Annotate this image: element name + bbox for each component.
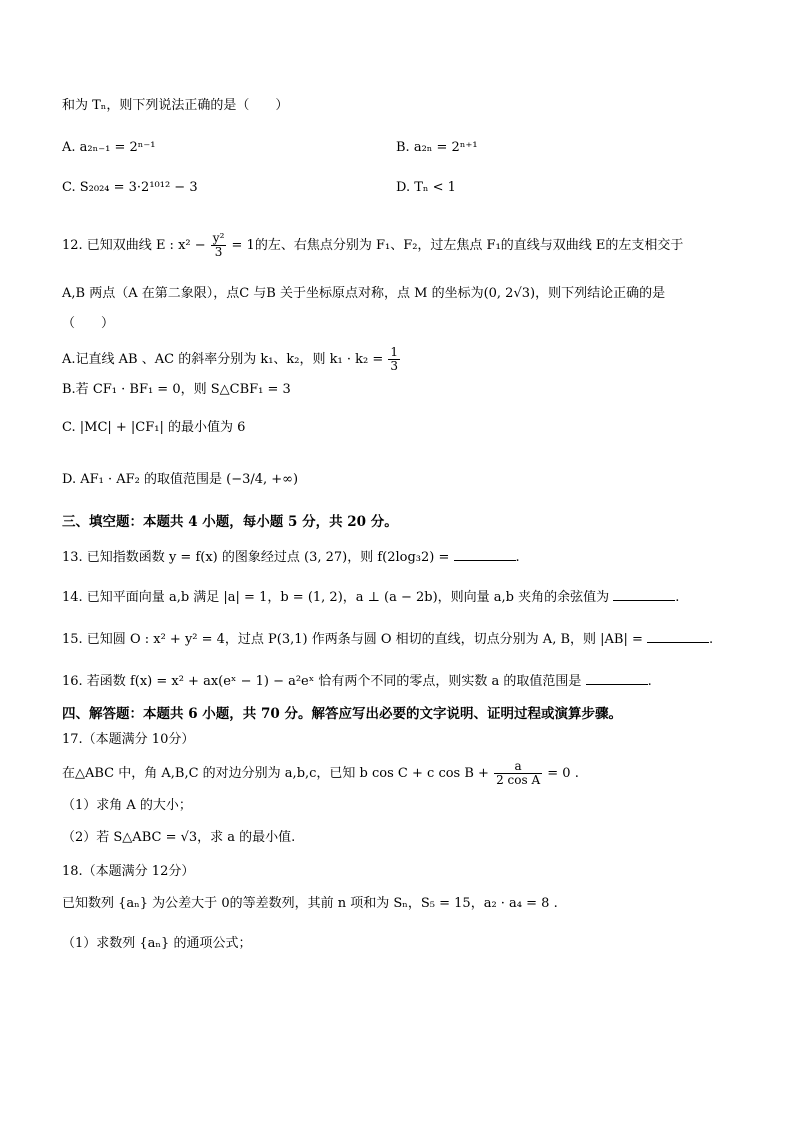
q12-stem-part1: 12. 已知双曲线 E : x² − (62, 238, 206, 253)
q14-answer-blank[interactable] (613, 588, 675, 601)
q17-part1: （1）求角 A 的大小； (62, 798, 192, 813)
q12-option-c: C. |MC| + |CF₁| 的最小值为 6 (62, 420, 246, 435)
q15 (62, 630, 713, 650)
q16-text: 16. 若函数 f(x) = x² + ax(eˣ − 1) − a²eˣ 恰有两个不同的零点，则实数 a 的取值范围是 (62, 674, 582, 689)
q12-stem-line1 (62, 232, 683, 259)
q12-option-a-fraction (388, 346, 400, 373)
q12-option-a (62, 346, 401, 373)
q16-answer-blank[interactable] (586, 672, 648, 685)
q13-answer-blank[interactable] (454, 548, 516, 561)
q11-option-a: A. a₂ₙ₋₁ = 2ⁿ⁻¹ (62, 140, 156, 155)
q12-stem-part2: = 1的左、右焦点分别为 F₁、F₂，过左焦点 F₁的直线与双曲线 E的左支相交于 (231, 238, 684, 253)
q11-stem-tail: 和为 Tₙ，则下列说法正确的是（ ） (62, 98, 289, 113)
q14 (62, 588, 679, 608)
section4-heading: 四、解答题：本题共 6 小题，共 70 分。解答应写出必要的文字说明、证明过程或演算步骤。 (62, 706, 622, 722)
q18-score: 18.（本题满分 12分） (62, 864, 195, 879)
q17-fraction-numerator: a (494, 760, 542, 774)
q14-text: 14. 已知平面向量 a,b 满足 |a| = 1，b = (1, 2)，a ⊥ (a − 2b)，则向量 a,b 夹角的余弦值为 (62, 590, 610, 605)
q17-stem-part2: = 0 . (547, 766, 579, 781)
q11-option-c: C. S₂₀₂₄ = 3·2¹⁰¹² − 3 (62, 180, 198, 195)
q12-fraction (211, 232, 227, 259)
q12-option-d: D. AF₁ · AF₂ 的取值范围是 (−3/4, +∞) (62, 472, 299, 487)
q18-stem: 已知数列 {aₙ} 为公差大于 0的等差数列，其前 n 项和为 Sₙ，S₅ = 15，a₂ · a₄ = 8 . (62, 896, 558, 911)
q12-fraction-denominator: 3 (214, 245, 223, 259)
q12-option-a-denominator: 3 (390, 359, 399, 373)
section3-heading: 三、填空题：本题共 4 小题，每小题 5 分，共 20 分。 (62, 514, 398, 530)
q12-fraction-numerator: y² (212, 231, 225, 245)
q12-option-a-numerator: 1 (390, 345, 399, 359)
q17-fraction (494, 760, 542, 787)
q15-period: . (709, 632, 714, 647)
q13-period: . (515, 550, 520, 565)
q11-option-d: D. Tₙ < 1 (396, 180, 456, 195)
q13 (62, 548, 520, 568)
q17-part2: （2）若 S△ABC = √3，求 a 的最小值. (62, 830, 296, 845)
q13-text: 13. 已知指数函数 y = f(x) 的图象经过点 (3, 27)，则 f(2log₃2) = (62, 550, 450, 565)
q12-option-a-text: A.记直线 AB 、AC 的斜率分别为 k₁、k₂，则 k₁ · k₂ = (62, 352, 384, 367)
q17-fraction-denominator: 2 cos A (496, 773, 541, 787)
q11-option-b: B. a₂ₙ = 2ⁿ⁺¹ (396, 140, 478, 155)
q14-period: . (675, 590, 680, 605)
q17-stem (62, 760, 579, 787)
q15-answer-blank[interactable] (647, 630, 709, 643)
q17-stem-part1: 在△ABC 中，角 A,B,C 的对边分别为 a,b,c，已知 b cos C + c cos B + (62, 766, 489, 781)
q12-option-b: B.若 CF₁ · BF₁ = 0，则 S△CBF₁ = 3 (62, 382, 291, 397)
q16-period: . (647, 674, 652, 689)
q12-answer-paren: （ ） (62, 316, 115, 331)
q15-text: 15. 已知圆 O : x² + y² = 4，过点 P(3,1) 作两条与圆 O 相切的直线，切点分别为 A, B，则 |AB| = (62, 632, 643, 647)
q16 (62, 672, 652, 692)
q12-stem-line2: A,B 两点（A 在第二象限），点C 与B 关于坐标原点对称，点 M 的坐标为(0, 2√3)，则下列结论正确的是 (62, 286, 666, 301)
q18-part1: （1）求数列 {aₙ} 的通项公式； (62, 936, 252, 951)
q17-score: 17.（本题满分 10分） (62, 732, 195, 747)
